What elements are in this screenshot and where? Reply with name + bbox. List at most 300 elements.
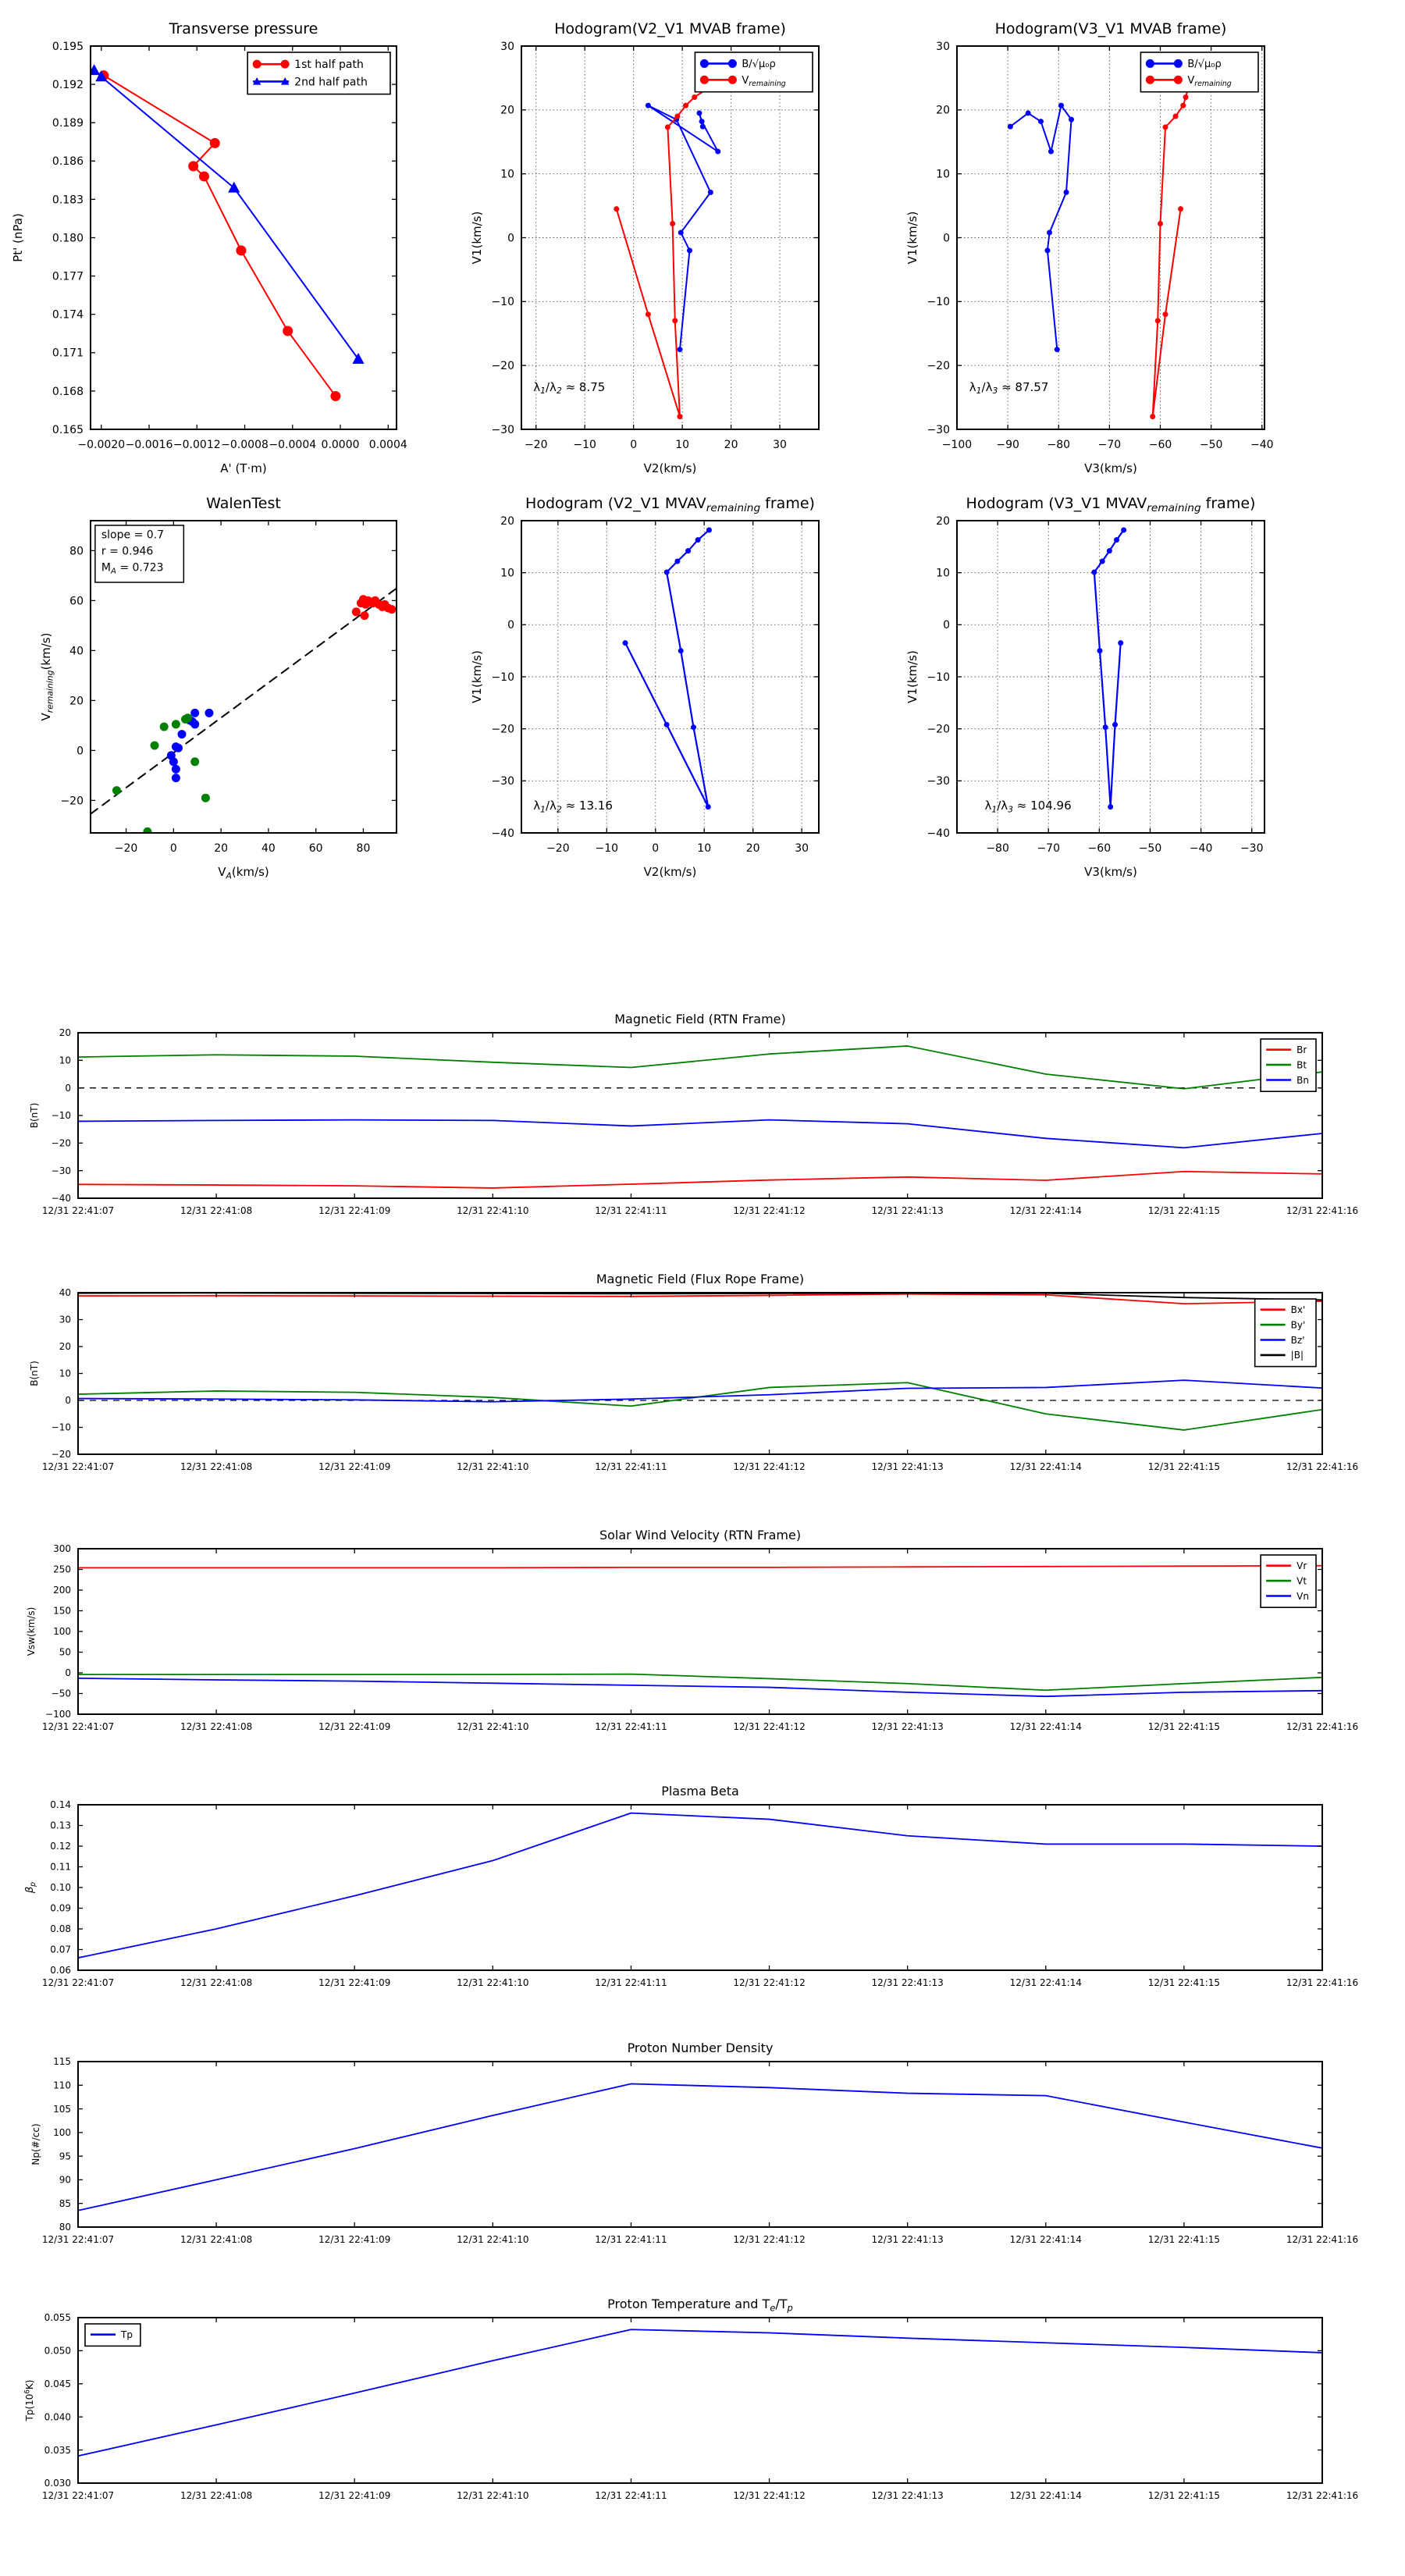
y-tick-label: 0.180 (52, 232, 84, 245)
y-tick-labels (44, 2312, 71, 2489)
x-axis-label: V3(km/s) (1084, 865, 1137, 879)
series-Vr (78, 1566, 1322, 1568)
y-tick-label: 0.09 (50, 1902, 71, 1914)
y-tick-labels (52, 1287, 71, 1460)
x-tick-label: 80 (356, 842, 371, 855)
x-tick-label: 12/31 22:41:14 (1009, 1721, 1082, 1732)
legend-label: Bn (1297, 1074, 1309, 1086)
y-tick-label: 85 (59, 2197, 71, 2209)
y-tick-label: 0.195 (52, 40, 84, 53)
x-tick-label: 12/31 22:41:12 (733, 1461, 806, 1472)
y-tick-label: 10 (936, 168, 950, 181)
x-tick-label: 12/31 22:41:07 (41, 2234, 115, 2245)
x-tick-labels (42, 1205, 1358, 1216)
axes-frame (78, 2062, 1322, 2227)
axes-frame (78, 1033, 1322, 1198)
x-tick-label: 0 (652, 842, 660, 855)
legend (247, 52, 390, 94)
x-tick-label: 12/31 22:41:07 (41, 1205, 115, 1216)
x-axis-label: V3(km/s) (1084, 461, 1137, 475)
grid (957, 46, 1264, 429)
x-tick-label: 12/31 22:41:07 (41, 1461, 115, 1472)
legend (1255, 1299, 1316, 1367)
y-tick-label: −20 (51, 1449, 71, 1461)
legend-label: $V_{remaining}$ (1187, 74, 1232, 88)
y-tick-label: −40 (927, 827, 950, 840)
x-tick-label: 12/31 22:41:09 (318, 1461, 391, 1472)
axis-ticks (78, 2318, 1322, 2483)
hodogram-v3v1-mvav-chart (855, 474, 1389, 911)
x-tick-label: 12/31 22:41:13 (871, 1205, 944, 1216)
legend-label: 2nd half path (294, 76, 368, 89)
x-tick-label: 12/31 22:41:12 (733, 2234, 806, 2245)
chart-title: Magnetic Field (RTN Frame) (614, 1012, 786, 1026)
x-tick-labels (42, 2234, 1358, 2245)
y-tick-label: 0 (943, 232, 950, 245)
x-tick-label: 12/31 22:41:09 (318, 1205, 391, 1216)
chart-title: Proton Temperature and $T_e/T_p$ (607, 2297, 793, 2314)
y-tick-label: 0.165 (52, 423, 84, 436)
x-tick-label: 12/31 22:41:08 (180, 1721, 253, 1732)
x-tick-label: 12/31 22:41:16 (1286, 1721, 1359, 1732)
x-tick-label: −60 (1148, 439, 1172, 451)
y-tick-label: 0.06 (50, 1965, 71, 1976)
x-tick-label: −60 (1087, 842, 1112, 855)
series-fit-line (91, 589, 397, 814)
y-tick-label: 0.174 (52, 308, 84, 322)
x-tick-labels (115, 842, 371, 855)
chart-title: Plasma Beta (661, 1784, 739, 1799)
x-axis-label: V2(km/s) (643, 461, 697, 475)
series-V-remaining (1150, 85, 1191, 419)
x-tick-label: 12/31 22:41:12 (733, 1205, 806, 1216)
x-tick-label: 12/31 22:41:15 (1147, 1977, 1221, 1988)
axes-frame (78, 2318, 1322, 2483)
x-tick-label: 12/31 22:41:15 (1147, 1461, 1221, 1472)
y-tick-label: 20 (936, 104, 950, 117)
y-tick-labels (927, 515, 950, 840)
x-tick-label: 12/31 22:41:14 (1009, 1977, 1082, 1988)
axes-frame (78, 1293, 1322, 1454)
y-tick-label: 60 (69, 595, 84, 608)
y-tick-label: 0.171 (52, 347, 84, 360)
proton-temperature-chart (0, 2271, 1405, 2561)
x-tick-labels (942, 439, 1274, 451)
x-tick-labels (42, 1721, 1358, 1732)
x-tick-label: 12/31 22:41:16 (1286, 2490, 1359, 2501)
x-tick-label: −0.0016 (125, 439, 173, 451)
series-B-sqrt-mu0rho (1008, 103, 1074, 353)
x-tick-label: 12/31 22:41:08 (180, 1461, 253, 1472)
grid (521, 46, 819, 429)
x-tick-labels (986, 842, 1263, 855)
x-tick-label: 12/31 22:41:11 (595, 1977, 667, 1988)
x-tick-labels (42, 1461, 1358, 1472)
x-axis-label: $V_A(km/s)$ (218, 865, 269, 881)
x-tick-label: −70 (1037, 842, 1060, 855)
legend-label: Br (1297, 1044, 1307, 1056)
y-axis-label: $Tp(10^6K)$ (23, 2379, 35, 2421)
x-tick-label: 12/31 22:41:12 (733, 2490, 806, 2501)
x-tick-label: 12/31 22:41:09 (318, 2490, 391, 2501)
y-tick-label: −10 (491, 296, 514, 309)
proton-number-density-chart (0, 2015, 1405, 2305)
y-tick-label: −30 (927, 423, 950, 436)
x-tick-label: 0.0004 (368, 439, 407, 451)
y-tick-label: 0.045 (44, 2379, 71, 2389)
y-tick-label: 0 (65, 1667, 71, 1679)
x-tick-label: −70 (1097, 439, 1122, 451)
legend-label: Vt (1297, 1575, 1307, 1587)
y-tick-label: 80 (69, 545, 84, 558)
y-tick-label: 10 (500, 168, 514, 181)
x-tick-label: −10 (573, 439, 596, 451)
y-tick-label: 0 (65, 1395, 71, 1407)
x-tick-label: −20 (114, 842, 138, 855)
y-tick-label: 0 (507, 232, 514, 245)
legend-label: |B| (1290, 1350, 1304, 1361)
series-Np (78, 2083, 1322, 2210)
x-tick-label: −80 (986, 842, 1009, 855)
y-tick-label: 0.177 (52, 270, 84, 283)
axes-frame (78, 1805, 1322, 1970)
solar-wind-velocity-chart (0, 1502, 1405, 1792)
x-axis-label: V2(km/s) (643, 865, 697, 879)
y-tick-label: −20 (51, 1137, 71, 1149)
y-tick-label: 30 (936, 40, 950, 53)
series-Bn (78, 1120, 1322, 1148)
y-tick-label: 0 (76, 745, 84, 758)
y-tick-labels (53, 2056, 71, 2233)
legend-label: B/√μ₀ρ (742, 59, 776, 71)
y-tick-labels (50, 1799, 71, 1976)
x-tick-label: 12/31 22:41:14 (1009, 1205, 1082, 1216)
x-tick-label: 10 (697, 842, 712, 855)
y-tick-label: 20 (500, 104, 514, 117)
series-Vt (78, 1674, 1322, 1691)
y-tick-label: −30 (51, 1165, 71, 1176)
x-tick-label: −90 (996, 439, 1019, 451)
legend (1261, 1555, 1316, 1607)
y-tick-label: −10 (927, 296, 950, 309)
x-tick-label: 12/31 22:41:12 (733, 1977, 806, 1988)
x-tick-label: 12/31 22:41:16 (1286, 2234, 1359, 2245)
x-tick-label: 12/31 22:41:16 (1286, 1977, 1359, 1988)
y-tick-label: 20 (500, 514, 514, 528)
y-axis-label: $V_{remaining}(km/s)$ (39, 632, 55, 721)
y-tick-labels (52, 41, 84, 436)
y-tick-label: 110 (53, 2080, 71, 2091)
x-tick-labels (42, 2490, 1358, 2501)
y-tick-label: 0.040 (44, 2411, 71, 2423)
y-tick-label: 0.11 (50, 1861, 71, 1873)
y-tick-label: −50 (51, 1688, 71, 1699)
y-tick-label: 100 (53, 2127, 71, 2139)
legend-label: B/√μ₀ρ (1187, 59, 1222, 71)
x-tick-label: 12/31 22:41:15 (1147, 1205, 1221, 1216)
hodogram-v3v1-mvab-chart (855, 0, 1389, 507)
x-tick-label: −0.0012 (173, 439, 221, 451)
series-1st-half-path (98, 70, 340, 401)
x-tick-label: 20 (214, 842, 229, 855)
y-tick-label: 50 (59, 1646, 71, 1658)
y-tick-label: −100 (45, 1709, 71, 1720)
chart-title: Hodogram (V2_V1 $MVAV_{remaining}$ frame) (525, 495, 815, 515)
y-tick-labels (52, 1027, 71, 1204)
y-tick-label: 40 (59, 1287, 71, 1299)
x-tick-label: 12/31 22:41:14 (1009, 2234, 1082, 2245)
x-tick-label: 12/31 22:41:07 (41, 1977, 115, 1988)
y-tick-label: −10 (927, 671, 950, 684)
x-tick-label: 0 (169, 842, 177, 855)
series-V-remaining (614, 85, 712, 419)
series-scatter-green (112, 713, 210, 836)
y-axis-label: V1(km/s) (905, 211, 919, 265)
x-tick-label: 12/31 22:41:08 (180, 2490, 253, 2501)
y-tick-label: 30 (500, 40, 514, 53)
x-tick-label: 12/31 22:41:11 (595, 1461, 667, 1472)
x-tick-labels (42, 1977, 1358, 1988)
x-tick-labels (525, 439, 787, 451)
x-tick-label: 12/31 22:41:13 (871, 2490, 944, 2501)
y-tick-label: 10 (59, 1055, 71, 1066)
x-axis-label: A' (T·m) (220, 461, 267, 475)
annotation: $\lambda_1/\lambda_3 \approx 87.57$ (969, 379, 1049, 397)
y-tick-label: 0 (507, 619, 514, 632)
stats-box (95, 525, 183, 582)
chart-title: Solar Wind Velocity (RTN Frame) (599, 1528, 802, 1542)
x-tick-label: 40 (261, 842, 276, 855)
y-tick-label: 0.07 (50, 1944, 71, 1955)
y-tick-label: 10 (936, 567, 950, 580)
y-tick-label: 105 (53, 2103, 71, 2115)
y-tick-label: 115 (53, 2056, 71, 2068)
legend (695, 52, 813, 92)
y-tick-label: 0.10 (50, 1882, 71, 1894)
legend-label: Bx' (1290, 1304, 1306, 1316)
x-tick-label: −20 (546, 842, 570, 855)
x-tick-label: 12/31 22:41:09 (318, 2234, 391, 2245)
y-tick-label: 0.168 (52, 385, 84, 398)
x-tick-label: 30 (795, 842, 809, 855)
chart-title: Hodogram(V3_V1 MVAB frame) (994, 20, 1227, 37)
series-V-remaining-hodogram (1091, 528, 1126, 810)
y-tick-label: 0.186 (52, 155, 84, 169)
x-tick-label: 12/31 22:41:10 (457, 1461, 529, 1472)
y-axis-label: Vsw(km/s) (26, 1606, 37, 1656)
x-tick-label: 12/31 22:41:16 (1286, 1205, 1359, 1216)
x-tick-label: 12/31 22:41:10 (457, 1205, 529, 1216)
legend (1261, 1039, 1316, 1091)
series-Tp (78, 2329, 1322, 2456)
y-tick-label: 0.192 (52, 79, 84, 91)
y-tick-label: 95 (59, 2151, 71, 2162)
y-tick-labels (45, 1543, 71, 1720)
x-tick-label: 12/31 22:41:15 (1147, 1721, 1221, 1732)
y-tick-label: −30 (491, 423, 514, 436)
axis-ticks (91, 46, 397, 429)
y-tick-label: 0.13 (50, 1820, 71, 1831)
x-tick-label: −40 (1250, 439, 1274, 451)
series-Bt (78, 1046, 1322, 1089)
x-tick-label: −0.0020 (77, 439, 126, 451)
y-tick-label: −10 (51, 1421, 71, 1433)
y-tick-label: 10 (500, 567, 514, 580)
y-tick-label: 30 (59, 1314, 71, 1325)
series-Br (78, 1172, 1322, 1188)
x-tick-label: 12/31 22:41:15 (1147, 2490, 1221, 2501)
magnetic-field-fluxrope-chart (0, 1246, 1405, 1532)
x-tick-label: 12/31 22:41:14 (1009, 2490, 1082, 2501)
magnetic-field-rtn-chart (0, 986, 1405, 1276)
y-tick-labels (927, 41, 950, 436)
annotation: $\lambda_1/\lambda_2 \approx 8.75$ (533, 379, 606, 397)
legend-label: Tp (121, 2329, 133, 2341)
y-axis-label: V1(km/s) (905, 650, 919, 703)
x-tick-label: 12/31 22:41:15 (1147, 2234, 1221, 2245)
y-tick-label: 90 (59, 2174, 71, 2186)
axis-ticks (78, 1033, 1322, 1198)
y-tick-label: 80 (59, 2222, 71, 2233)
axes-frame (78, 1549, 1322, 1714)
x-tick-label: −0.0004 (269, 439, 317, 451)
y-tick-label: 150 (53, 1605, 71, 1617)
chart-title: WalenTest (206, 495, 281, 512)
series-B-sqrt-mu0rho (646, 103, 720, 353)
series-2nd-half-path (88, 64, 365, 364)
x-tick-label: −0.0008 (221, 439, 269, 451)
y-tick-label: 20 (69, 695, 84, 708)
x-tick-label: −50 (1199, 439, 1223, 451)
x-tick-label: 12/31 22:41:13 (871, 1977, 944, 1988)
legend-label: Bz' (1290, 1334, 1305, 1346)
series-V-remaining-hodogram (623, 528, 712, 810)
x-tick-label: −30 (1240, 842, 1264, 855)
x-tick-label: 12/31 22:41:10 (457, 2234, 529, 2245)
plasma-beta-chart (0, 1758, 1405, 2048)
x-tick-label: −40 (1189, 842, 1213, 855)
y-tick-label: 300 (53, 1543, 71, 1555)
y-tick-label: −20 (927, 360, 950, 373)
stats-line: slope = 0.7 (101, 528, 165, 542)
y-tick-label: −20 (491, 723, 514, 736)
x-tick-label: 0.0000 (321, 439, 360, 451)
y-tick-label: 40 (69, 645, 84, 658)
y-axis-label: Np(#/cc) (30, 2123, 41, 2165)
x-tick-label: 12/31 22:41:12 (733, 1721, 806, 1732)
y-tick-label: 20 (936, 514, 950, 528)
y-tick-label: 100 (53, 1626, 71, 1638)
legend (1140, 52, 1258, 92)
y-tick-label: 0.08 (50, 1923, 71, 1935)
axes-frame (91, 46, 397, 429)
chart-title: Hodogram (V3_V1 $MVAV_{remaining}$ frame) (966, 495, 1256, 515)
x-tick-label: 12/31 22:41:09 (318, 1977, 391, 1988)
y-tick-label: −20 (60, 795, 84, 808)
x-tick-label: −10 (595, 842, 619, 855)
x-tick-label: 12/31 22:41:11 (595, 1721, 667, 1732)
y-axis-label: $\beta_p$ (24, 1881, 37, 1894)
legend-label: Bt (1297, 1059, 1307, 1071)
x-tick-label: 12/31 22:41:07 (41, 2490, 115, 2501)
y-tick-label: −30 (927, 775, 950, 788)
y-tick-labels (491, 41, 514, 436)
y-tick-label: 0.14 (50, 1799, 71, 1811)
x-tick-label: 12/31 22:41:13 (871, 1721, 944, 1732)
y-tick-label: −10 (51, 1110, 71, 1122)
y-tick-label: 250 (53, 1564, 71, 1575)
y-tick-label: 0.035 (44, 2444, 71, 2456)
y-axis-label: B(nT) (29, 1361, 40, 1386)
x-tick-label: 60 (308, 842, 323, 855)
x-tick-label: 12/31 22:41:11 (595, 1205, 667, 1216)
y-tick-label: 0 (65, 1082, 71, 1094)
x-tick-label: 12/31 22:41:11 (595, 2234, 667, 2245)
legend-label: 1st half path (294, 59, 364, 72)
x-tick-label: 12/31 22:41:11 (595, 2490, 667, 2501)
y-tick-label: 0.183 (52, 194, 84, 207)
y-tick-label: 0.030 (44, 2478, 71, 2489)
x-tick-label: 20 (724, 439, 738, 451)
x-tick-label: −50 (1138, 842, 1162, 855)
grid (957, 521, 1264, 833)
y-tick-label: 20 (59, 1341, 71, 1353)
x-tick-label: −100 (941, 439, 973, 451)
chart-title: Magnetic Field (Flux Rope Frame) (596, 1272, 805, 1286)
axis-ticks (78, 1805, 1322, 1970)
x-tick-label: −80 (1047, 439, 1071, 451)
series-beta-p (78, 1813, 1322, 1959)
x-tick-label: 12/31 22:41:13 (871, 1461, 944, 1472)
series-By-prime (78, 1382, 1322, 1430)
y-tick-label: 200 (53, 1585, 71, 1596)
x-tick-label: 0 (630, 439, 638, 451)
legend (85, 2324, 140, 2346)
y-axis-label: B(nT) (29, 1102, 40, 1129)
axis-ticks (78, 1549, 1322, 1714)
x-tick-label: 12/31 22:41:10 (457, 2490, 529, 2501)
y-tick-label: −20 (491, 360, 514, 373)
y-axis-label: Pt' (nPa) (11, 213, 25, 262)
y-tick-label: 0.055 (44, 2312, 71, 2324)
series-Vn (78, 1678, 1322, 1696)
annotation: $\lambda_1/\lambda_2 \approx 13.16$ (533, 799, 613, 815)
x-tick-label: −20 (524, 439, 548, 451)
annotation: $\lambda_1/\lambda_3 \approx 104.96$ (984, 799, 1072, 815)
y-tick-label: 10 (59, 1368, 71, 1379)
chart-title: Proton Number Density (627, 2041, 774, 2055)
x-tick-label: 12/31 22:41:14 (1009, 1461, 1082, 1472)
legend-label: Vn (1297, 1590, 1309, 1602)
y-tick-label: 0.050 (44, 2345, 71, 2357)
axis-ticks (78, 1293, 1322, 1454)
stats-line: r = 0.946 (101, 545, 154, 558)
stats-line: $M_A = 0.723$ (101, 561, 164, 576)
chart-title: Hodogram(V2_V1 MVAB frame) (554, 20, 786, 37)
y-tick-label: −30 (491, 775, 514, 788)
y-tick-labels (491, 515, 514, 840)
x-tick-label: 10 (675, 439, 690, 451)
legend-label: $V_{remaining}$ (742, 74, 786, 88)
x-tick-label: 12/31 22:41:07 (41, 1721, 115, 1732)
y-axis-label: V1(km/s) (470, 650, 484, 703)
y-tick-label: 0.12 (50, 1841, 71, 1852)
y-tick-label: 0.189 (52, 117, 84, 130)
x-tick-label: 12/31 22:41:09 (318, 1721, 391, 1732)
axis-ticks (78, 2062, 1322, 2227)
x-tick-label: 12/31 22:41:08 (180, 1205, 253, 1216)
x-tick-label: 12/31 22:41:10 (457, 1977, 529, 1988)
